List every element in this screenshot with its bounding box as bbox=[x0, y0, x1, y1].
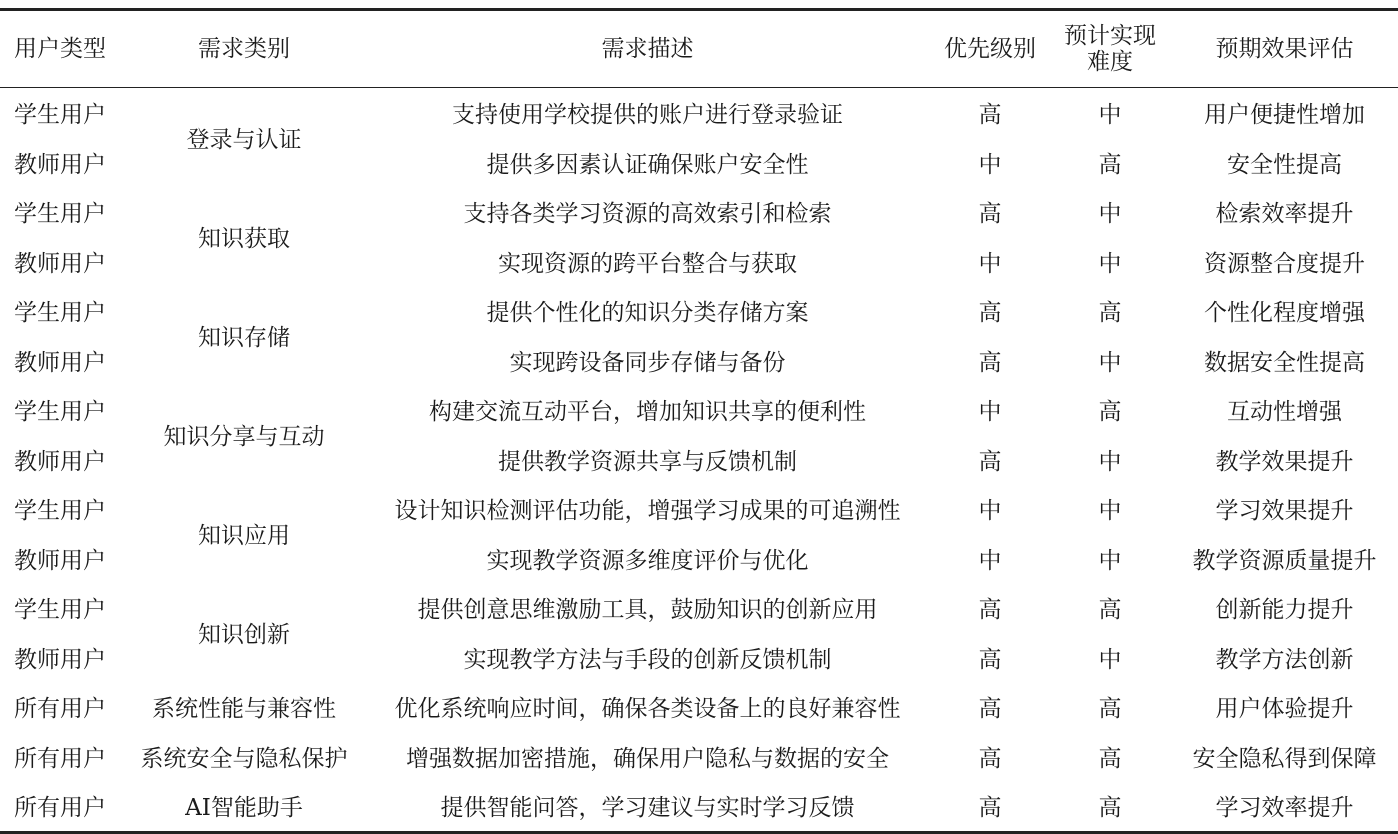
cell-difficulty: 中 bbox=[1098, 646, 1122, 673]
header-description: 需求描述 bbox=[601, 36, 694, 62]
cell-effect: 数据安全性提高 bbox=[1204, 349, 1365, 376]
table-row bbox=[0, 187, 1398, 237]
cell-difficulty: 高 bbox=[1098, 151, 1122, 178]
cell-user-type: 学生用户 bbox=[14, 300, 106, 327]
cell-priority: 高 bbox=[978, 696, 1002, 723]
cell-description: 设计知识检测评估功能，增强学习成果的可追溯性 bbox=[394, 498, 901, 525]
cell-description: 支持各类学习资源的高效索引和检索 bbox=[463, 201, 832, 228]
table-row bbox=[0, 781, 1398, 832]
cell-effect: 个性化程度增强 bbox=[1204, 300, 1365, 327]
cell-priority: 中 bbox=[978, 399, 1002, 426]
header-difficulty-line2: 难度 bbox=[1087, 49, 1133, 75]
cell-description: 提供个性化的知识分类存储方案 bbox=[486, 300, 809, 327]
cell-category: 知识存储 bbox=[198, 325, 290, 351]
cell-description: 实现跨设备同步存储与备份 bbox=[509, 349, 786, 376]
cell-priority: 高 bbox=[978, 448, 1002, 475]
cell-effect: 互动性增强 bbox=[1227, 399, 1342, 426]
table-row bbox=[0, 385, 1398, 435]
cell-priority: 高 bbox=[978, 201, 1002, 228]
cell-priority: 高 bbox=[978, 646, 1002, 673]
header-effect: 预期效果评估 bbox=[1215, 36, 1354, 62]
cell-category: 知识获取 bbox=[198, 226, 290, 252]
table-row bbox=[0, 583, 1398, 633]
cell-user-type: 学生用户 bbox=[14, 399, 106, 426]
table-row bbox=[0, 732, 1398, 782]
cell-priority: 高 bbox=[978, 349, 1002, 376]
cell-category: 系统性能与兼容性 bbox=[152, 696, 336, 723]
cell-effect: 资源整合度提升 bbox=[1204, 250, 1365, 277]
cell-effect: 创新能力提升 bbox=[1215, 597, 1354, 624]
cell-description: 提供创意思维激励工具，鼓励知识的创新应用 bbox=[417, 597, 878, 624]
cell-user-type: 教师用户 bbox=[14, 547, 106, 574]
cell-difficulty: 高 bbox=[1098, 795, 1122, 822]
cell-description: 提供智能问答，学习建议与实时学习反馈 bbox=[440, 795, 855, 822]
cell-user-type: 学生用户 bbox=[14, 102, 106, 129]
requirements-table-container bbox=[0, 8, 1398, 834]
cell-category: 知识应用 bbox=[198, 523, 290, 549]
table-row bbox=[0, 484, 1398, 534]
cell-difficulty: 高 bbox=[1098, 597, 1122, 624]
cell-difficulty: 中 bbox=[1098, 201, 1122, 228]
cell-description: 提供多因素认证确保账户安全性 bbox=[486, 151, 809, 178]
cell-user-type: 教师用户 bbox=[14, 250, 106, 277]
cell-difficulty: 中 bbox=[1098, 102, 1122, 129]
cell-effect: 教学效果提升 bbox=[1215, 448, 1354, 475]
cell-category: 系统安全与隐私保护 bbox=[140, 745, 348, 772]
cell-user-type: 所有用户 bbox=[14, 745, 106, 772]
cell-description: 实现教学资源多维度评价与优化 bbox=[486, 547, 809, 574]
cell-user-type: 教师用户 bbox=[14, 448, 106, 475]
cell-category: 登录与认证 bbox=[186, 127, 302, 153]
header-user-type: 用户类型 bbox=[14, 36, 106, 62]
cell-priority: 高 bbox=[978, 597, 1002, 624]
cell-user-type: 教师用户 bbox=[14, 646, 106, 673]
table-row bbox=[0, 88, 1398, 138]
cell-effect: 学习效率提升 bbox=[1215, 795, 1354, 822]
cell-user-type: 学生用户 bbox=[14, 498, 106, 525]
cell-difficulty: 中 bbox=[1098, 498, 1122, 525]
cell-user-type: 学生用户 bbox=[14, 597, 106, 624]
cell-user-type: 教师用户 bbox=[14, 349, 106, 376]
header-row bbox=[0, 10, 1398, 88]
cell-priority: 中 bbox=[978, 250, 1002, 277]
requirements-table bbox=[0, 8, 1398, 834]
cell-priority: 高 bbox=[978, 745, 1002, 772]
cell-effect: 安全隐私得到保障 bbox=[1192, 745, 1377, 772]
cell-description: 提供教学资源共享与反馈机制 bbox=[498, 448, 797, 475]
cell-description: 实现资源的跨平台整合与获取 bbox=[498, 250, 797, 277]
cell-difficulty: 高 bbox=[1098, 745, 1122, 772]
cell-difficulty: 中 bbox=[1098, 250, 1122, 277]
cell-difficulty: 中 bbox=[1098, 547, 1122, 574]
header-category: 需求类别 bbox=[198, 36, 290, 62]
cell-description: 增强数据加密措施，确保用户隐私与数据的安全 bbox=[406, 745, 889, 772]
cell-effect: 教学资源质量提升 bbox=[1192, 547, 1377, 574]
header-difficulty bbox=[1049, 10, 1171, 88]
table-row bbox=[0, 286, 1398, 336]
cell-priority: 中 bbox=[978, 498, 1002, 525]
table-row bbox=[0, 682, 1398, 732]
cell-effect: 用户便捷性增加 bbox=[1204, 102, 1365, 129]
cell-category: AI智能助手 bbox=[185, 795, 303, 822]
cell-priority: 中 bbox=[978, 151, 1002, 178]
cell-difficulty: 高 bbox=[1098, 300, 1122, 327]
cell-priority: 中 bbox=[978, 547, 1002, 574]
cell-description: 支持使用学校提供的账户进行登录验证 bbox=[452, 102, 843, 129]
cell-description: 优化系统响应时间，确保各类设备上的良好兼容性 bbox=[394, 696, 901, 723]
cell-user-type: 所有用户 bbox=[14, 696, 106, 723]
cell-effect: 教学方法创新 bbox=[1215, 646, 1354, 673]
cell-user-type: 教师用户 bbox=[14, 151, 106, 178]
cell-effect: 用户体验提升 bbox=[1215, 696, 1354, 723]
header-priority: 优先级别 bbox=[944, 36, 1036, 62]
cell-difficulty: 高 bbox=[1098, 399, 1122, 426]
cell-priority: 高 bbox=[978, 300, 1002, 327]
cell-user-type: 学生用户 bbox=[14, 201, 106, 228]
cell-priority: 高 bbox=[978, 102, 1002, 129]
cell-effect: 学习效果提升 bbox=[1215, 498, 1354, 525]
cell-difficulty: 中 bbox=[1098, 448, 1122, 475]
cell-description: 构建交流互动平台，增加知识共享的便利性 bbox=[429, 399, 866, 426]
cell-priority: 高 bbox=[978, 795, 1002, 822]
cell-user-type: 所有用户 bbox=[14, 795, 106, 822]
cell-category: 知识创新 bbox=[198, 622, 290, 648]
cell-description: 实现教学方法与手段的创新反馈机制 bbox=[463, 646, 832, 673]
cell-difficulty: 中 bbox=[1098, 349, 1122, 376]
header-difficulty-line1: 预计实现 bbox=[1064, 23, 1156, 49]
cell-category: 知识分享与互动 bbox=[163, 424, 325, 450]
cell-effect: 安全性提高 bbox=[1227, 151, 1342, 178]
cell-effect: 检索效率提升 bbox=[1215, 201, 1354, 228]
cell-difficulty: 高 bbox=[1098, 696, 1122, 723]
